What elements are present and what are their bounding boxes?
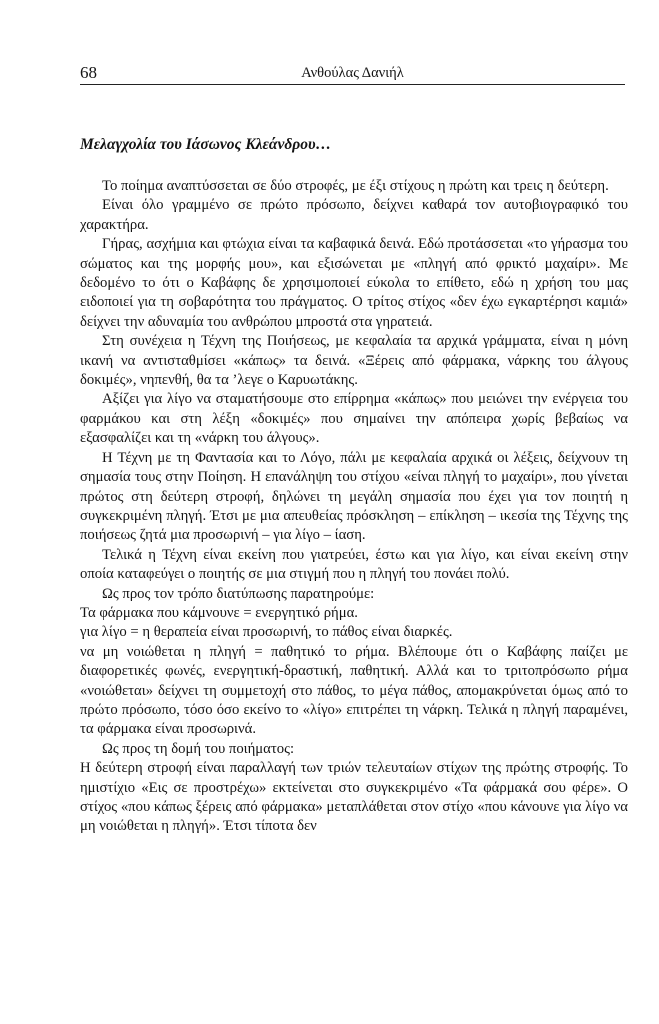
paragraph-5: Αξίζει για λίγο να σταματήσουμε στο επίρρημα «κάπως» που μειώνει την ενέργεια του φαρμάκου και στη λέξη «δοκιμές» που σημαίνει την απόπειρα χωρίς βεβαίως να εξασφαλίζει και τη «νάρκη του άλγους». (80, 391, 628, 447)
paragraph-1: Το ποίημα αναπτύσσεται σε δύο στροφές, με έξι στίχους η πρώτη και τρεις η δεύτερη. (102, 178, 609, 194)
paragraph-6: Η Τέχνη με τη Φαντασία και το Λόγο, πάλι με κεφαλαία αρχικά οι λέξεις, δείχνουν τη σημασία τους στην Ποίηση. Η επανάληψη του στίχου «είναι πληγή το μαχαίρι», που γίνεται πρώτος στη δεύτερη στροφή, δηλώνει τη μεγάλη σημασία που έχει για τον ποιητή η συγκεκριμένη πληγή. Έτσι με μια απευθείας πρόσκληση – επίκληση – ικεσία της Τέχνης της ποιήσεως ζητά μια προσωρινή – για λίγο – ίαση. (80, 449, 628, 544)
paragraph-2: Είναι όλο γραμμένο σε πρώτο πρόσωπο, δείχνει καθαρά τον αυτοβιογραφικό του χαρακτήρα. (80, 197, 628, 233)
notation-line-2: για λίγο = η θεραπεία είναι προσωρινή, το πάθος είναι διαρκές. (80, 624, 453, 641)
running-head-author: Ανθούλας Δανιήλ (301, 65, 404, 81)
section-title: Μελαγχολία του Ιάσωνος Κλεάνδρου… (80, 136, 332, 153)
paragraph-structure: Η δεύτερη στροφή είναι παραλλαγή των τριών τελευταίων στίχων της πρώτης στροφής. Το ημιστίχιο «Εις σε προστρέχω» εκτείνεται στο συγκεκριμένο «Τα φάρμακά σου φέρε». Ο στίχος «που κάπως ξέρεις από φάρμακα» μεταπλάθεται στον στίχο «που κάνουνε για λίγο να μη νοιώθεται η πληγή». Έτσι τίποτα δεν (80, 760, 628, 835)
paragraph-4: Στη συνέχεια η Τέχνη της Ποιήσεως, με κεφαλαία τα αρχικά γράμματα, είναι η μόνη ικανή να αντισταθμίσει «κάπως» τα δεινά. «Ξέρεις από φάρμακα, νάρκης του άλγους δοκιμές», νηπενθή, θα τα ’λεγε ο Καρυωτάκης. (80, 333, 628, 389)
structure-heading: Ως προς τη δομή του ποιήματος: (102, 740, 295, 757)
paragraph-8: Ως προς τον τρόπο διατύπωσης παρατηρούμε: (102, 585, 375, 602)
paragraph-3: Γήρας, ασχήμια και φτώχια είναι τα καβαφικά δεινά. Εδώ προτάσσεται «το γήρασμα του σώματος και της μορφής μου», και εξισώνεται με «πληγή από φρικτό μαχαίρι». Με δεδομένο το ότι ο Καβάφης δε χρησιμοποιεί εύκολα το επίθετο, εδώ η χρήση του μας ειδοποιεί για τη σοβαρότητα του πράγματος. Ο τρίτος στίχος «δεν έχω εγκαρτέρησι καμιά» δείχνει την αδυναμία του ανθρώπου μπροστά στα γηρατειά. (80, 236, 628, 330)
page-header (80, 62, 625, 85)
notation-line-1: Τα φάρμακα που κάμνουνε = ενεργητικό ρήμα. (80, 604, 358, 621)
paragraph-voices: να μη νοιώθεται η πληγή = παθητικό το ρήμα. Βλέπουμε ότι ο Καβάφης παίζει με διαφορετικές φωνές, ενεργητική-δραστική, παθητική. Αλλά και το τριτοπρόσωπο ρήμα «νοιώθεται» δείχνει τη συμμετοχή στο πάθος, το μέγα πάθος, απομακρύνεται όμως από το πρώτο πρόσωπο, τόσο όσο εκείνο το «λίγο» επιτρέπει τη νάρκη. Τελικά η πληγή παραμένει, τα φάρμακα είναι προσωρινά. (80, 643, 628, 738)
page-number: 68 (80, 63, 97, 82)
paragraph-7: Τελικά η Τέχνη είναι εκείνη που γιατρεύει, έστω και για λίγο, και είναι εκείνη στην οποία καταφεύγει ο ποιητής σε μια στιγμή που η πληγή του πονάει πολύ. (80, 546, 628, 583)
body-text (80, 177, 628, 837)
